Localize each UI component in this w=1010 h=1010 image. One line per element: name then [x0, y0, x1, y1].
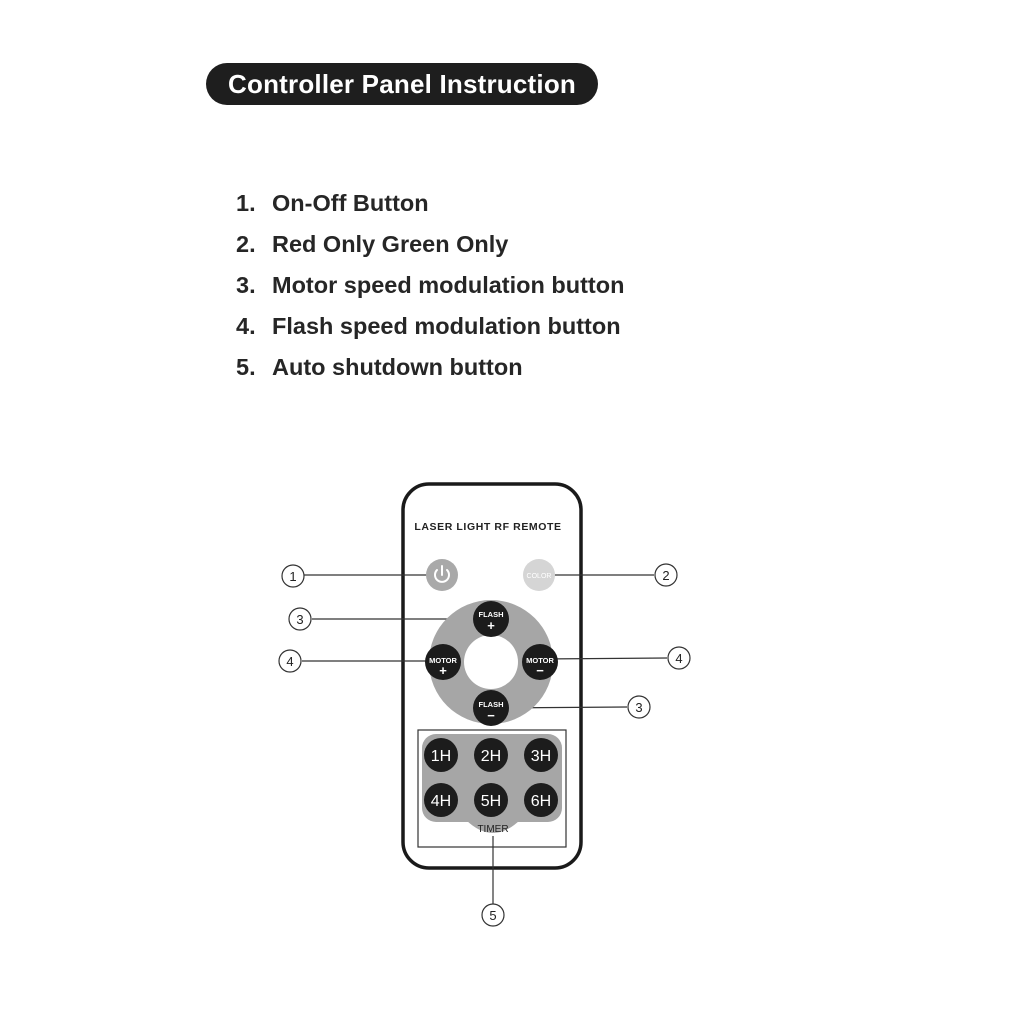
page-title: Controller Panel Instruction — [206, 63, 598, 105]
instruction-number: 4. — [236, 313, 256, 339]
callout-4 — [279, 650, 301, 672]
control-ring-center — [464, 635, 518, 689]
svg-text:3: 3 — [296, 612, 304, 627]
timer-button-1h[interactable] — [424, 738, 458, 772]
flash-plus-button[interactable] — [473, 601, 509, 637]
instruction-text: On-Off Button — [272, 190, 429, 216]
instruction-text: Motor speed modulation button — [272, 272, 625, 298]
plus-sign: + — [487, 618, 495, 633]
plus-sign: + — [439, 663, 447, 678]
instruction-text: Auto shutdown button — [272, 354, 523, 380]
color-label: COLOR — [526, 573, 552, 580]
motor-label: MOTOR — [429, 656, 457, 665]
callout-2 — [655, 564, 677, 586]
callout-5 — [482, 904, 504, 926]
svg-text:4: 4 — [286, 654, 294, 669]
color-button[interactable] — [523, 559, 555, 591]
minus-sign: − — [536, 663, 544, 678]
svg-text:4: 4 — [675, 651, 683, 666]
callout-1 — [282, 565, 304, 587]
svg-text:2: 2 — [662, 568, 670, 583]
svg-text:5: 5 — [489, 908, 497, 923]
timer-button-4h[interactable] — [424, 783, 458, 817]
power-button[interactable] — [426, 559, 458, 591]
timer-button-5h[interactable] — [474, 783, 508, 817]
timer-button-label: 4H — [430, 793, 452, 810]
timer-button-label: 6H — [530, 793, 552, 810]
svg-text:3: 3 — [635, 700, 643, 715]
timer-label: TIMER — [477, 824, 509, 835]
timer-button-2h[interactable] — [474, 738, 508, 772]
instruction-number: 5. — [236, 354, 256, 380]
instruction-number: 3. — [236, 272, 256, 298]
motor-plus-button[interactable] — [425, 644, 461, 680]
flash-label: FLASH — [478, 700, 504, 709]
timer-button-label: 1H — [430, 748, 452, 765]
motor-minus-button[interactable] — [522, 644, 558, 680]
timer-button-label: 3H — [530, 748, 552, 765]
flash-minus-button[interactable] — [473, 690, 509, 726]
flash-label: FLASH — [478, 610, 504, 619]
timer-button-6h[interactable] — [524, 783, 558, 817]
timer-button-label: 5H — [480, 793, 502, 810]
instruction-text: Flash speed modulation button — [272, 313, 621, 339]
motor-label: MOTOR — [526, 656, 554, 665]
minus-sign: − — [487, 708, 495, 723]
callout-3 — [628, 696, 650, 718]
timer-button-label: 2H — [480, 748, 502, 765]
instruction-number: 2. — [236, 231, 256, 257]
instruction-text: Red Only Green Only — [272, 231, 509, 257]
svg-text:1: 1 — [289, 569, 297, 584]
instruction-number: 1. — [236, 190, 256, 216]
timer-button-3h[interactable] — [524, 738, 558, 772]
remote-header: LASER LIGHT RF REMOTE — [414, 521, 562, 533]
callout-3 — [289, 608, 311, 630]
callout-4 — [668, 647, 690, 669]
